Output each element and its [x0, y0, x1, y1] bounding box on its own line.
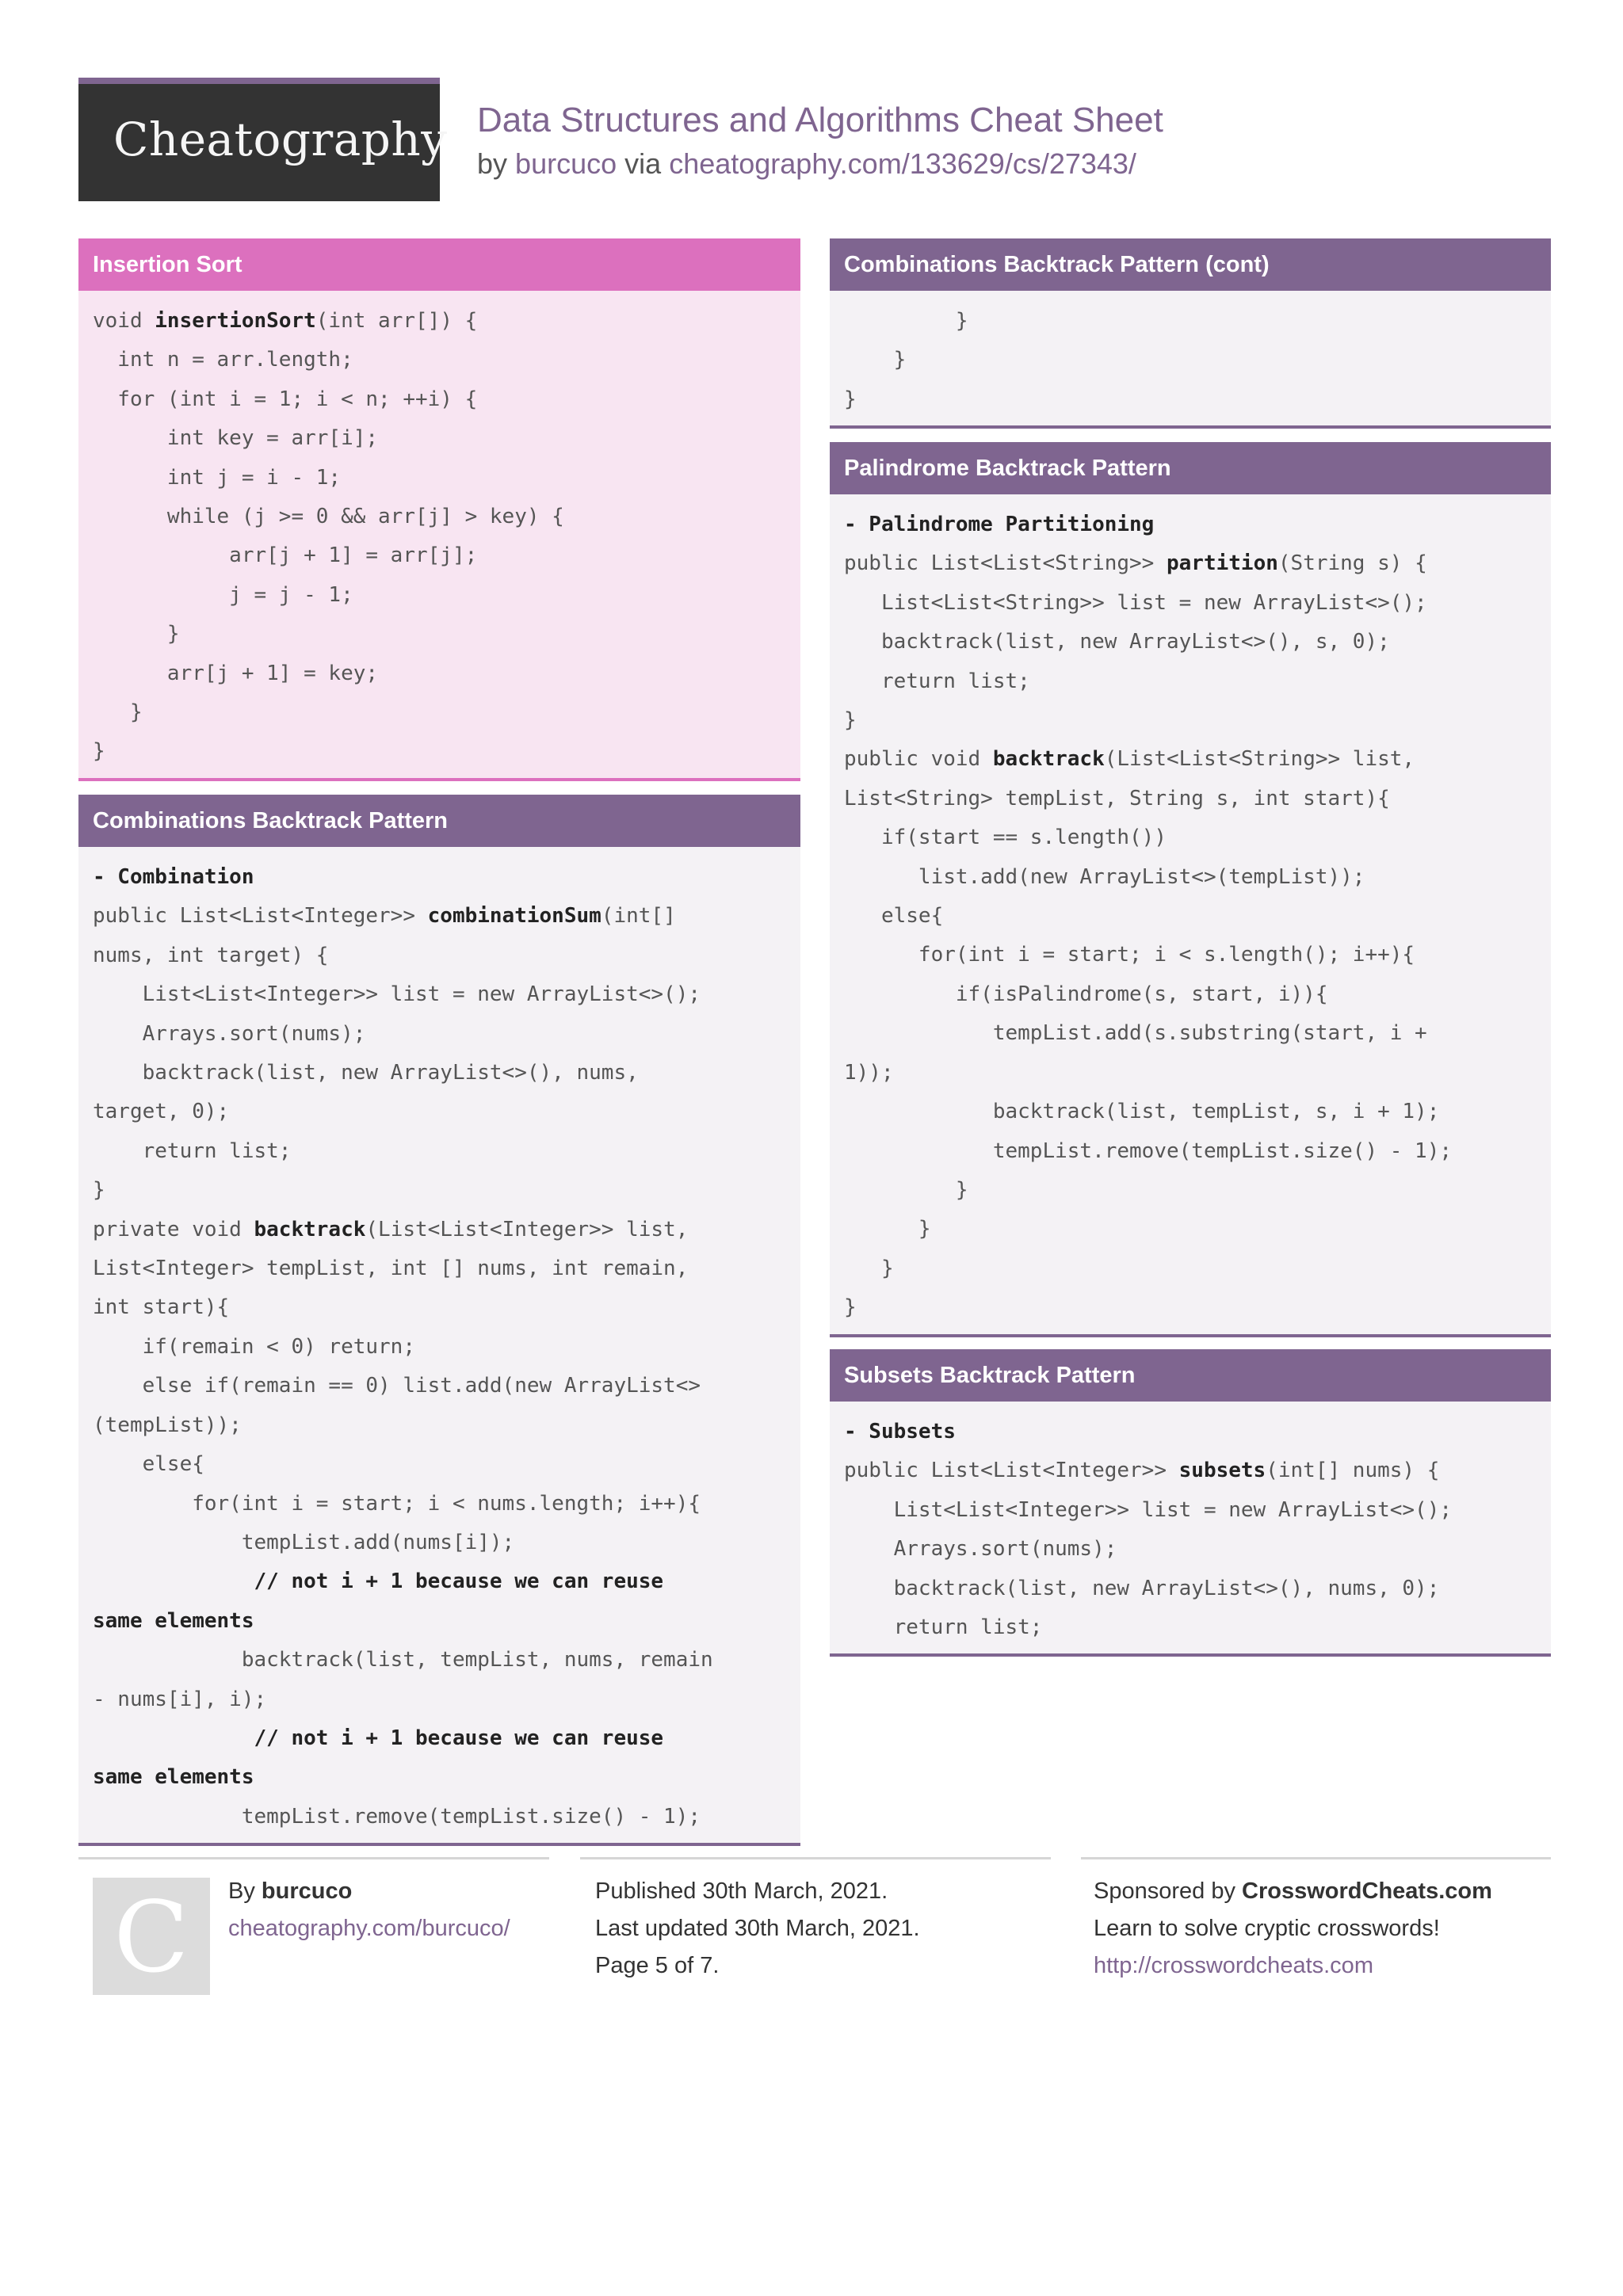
code-line: int j = i - 1;: [93, 465, 342, 490]
code-line: }: [93, 739, 105, 764]
insertion-sort-block: [78, 238, 800, 781]
sponsor-link[interactable]: http://crosswordcheats.com: [1094, 1953, 1373, 1978]
code-line: int n = arr.length;: [93, 348, 353, 372]
page-number: Page 5 of 7.: [595, 1953, 720, 1978]
combinations-cont-block: [830, 238, 1551, 429]
code-line: nums, int target) {: [93, 943, 329, 967]
code-line: }: [844, 309, 968, 333]
footer-divider: [580, 1857, 1051, 1859]
code-snippet: [844, 1413, 1537, 1647]
block-title: Palindrome Backtrack Pattern: [830, 442, 1551, 494]
code-line: tempList.add(nums[i]);: [93, 1530, 515, 1554]
logo-text: Cheatography: [113, 113, 448, 166]
author-avatar[interactable]: [93, 1878, 210, 1995]
code-line: - nums[i], i);: [93, 1687, 267, 1711]
code-line: backtrack(list, tempList, s, i + 1);: [844, 1100, 1440, 1124]
code-line: }: [93, 622, 180, 646]
code-line: return list;: [93, 1138, 292, 1163]
code-line: - Subsets: [844, 1420, 956, 1444]
published-date: Published 30th March, 2021.: [595, 1878, 888, 1904]
cheatography-logo[interactable]: [78, 78, 448, 201]
code-line: list.add(new ArrayList<>(tempList));: [844, 864, 1365, 889]
sheet-title: Data Structures and Algorithms Cheat Sheet: [477, 101, 1163, 139]
code-line: arr[j + 1] = arr[j];: [93, 543, 478, 568]
code-line: private void backtrack(List<List<Integer>> list,: [93, 1217, 689, 1241]
code-line: // not i + 1 because we can reuse: [254, 1569, 664, 1594]
code-line: backtrack(list, new ArrayList<>(), nums, 0);: [844, 1576, 1440, 1600]
code-line: tempList.remove(tempList.size() - 1);: [844, 1138, 1453, 1163]
code-snippet: [844, 302, 1537, 419]
block-title: Combinations Backtrack Pattern: [78, 795, 800, 847]
code-line: for(int i = start; i < nums.length; i++){: [93, 1491, 701, 1516]
code-line: }: [844, 708, 857, 733]
code-line: List<List<Integer>> list = new ArrayList<>();: [844, 1497, 1453, 1522]
code-line: - Combination: [93, 865, 254, 889]
code-line: same elements: [93, 1608, 254, 1633]
footer-divider: [1081, 1857, 1551, 1859]
code-line: - Palindrome Partitioning: [844, 513, 1155, 536]
sheet-byline: [477, 147, 1136, 181]
code-line: if(remain < 0) return;: [93, 1334, 415, 1359]
code-line: public List<List<String>> partition(String s) {: [844, 551, 1427, 576]
code-line: target, 0);: [93, 1100, 230, 1124]
sponsor-name[interactable]: CrosswordCheats.com: [1242, 1878, 1492, 1904]
code-line: }: [93, 700, 143, 725]
code-line: Arrays.sort(nums);: [844, 1537, 1117, 1562]
code-line: backtrack(list, new ArrayList<>(), nums,: [93, 1061, 639, 1085]
block-title: Combinations Backtrack Pattern (cont): [830, 238, 1551, 291]
footer-by: By: [228, 1878, 255, 1904]
code-line: tempList.add(s.substring(start, i +: [844, 1021, 1427, 1046]
code-line: for(int i = start; i < s.length(); i++){: [844, 943, 1415, 967]
code-line: else if(remain == 0) list.add(new ArrayList<>: [93, 1374, 701, 1398]
code-line: else{: [844, 904, 944, 929]
sponsor-tagline: Learn to solve cryptic crosswords!: [1094, 1916, 1440, 1941]
code-line: int key = arr[i];: [93, 426, 379, 451]
code-line: return list;: [844, 669, 1030, 693]
code-line: same elements: [93, 1765, 254, 1790]
code-line: }: [844, 348, 907, 372]
block-title: Subsets Backtrack Pattern: [830, 1349, 1551, 1402]
code-snippet: [93, 302, 786, 772]
footer-author: [228, 1873, 510, 1947]
code-line: // not i + 1 because we can reuse: [254, 1726, 664, 1750]
code-snippet: [844, 505, 1537, 1328]
code-line: while (j >= 0 && arr[j] > key) {: [93, 505, 564, 529]
code-line: return list;: [844, 1615, 1043, 1640]
subsets-block: [830, 1349, 1551, 1657]
sheet-url-link[interactable]: cheatography.com/133629/cs/27343/: [669, 147, 1136, 180]
byline-by: by: [477, 147, 508, 180]
combinations-block: [78, 795, 800, 1846]
code-line: }: [844, 1217, 931, 1241]
code-line: 1));: [844, 1060, 894, 1085]
code-line: void insertionSort(int arr[]) {: [93, 309, 478, 333]
code-line: }: [844, 1295, 857, 1320]
sponsored-by-label: Sponsored by: [1094, 1878, 1235, 1904]
code-line: Arrays.sort(nums);: [93, 1021, 366, 1046]
code-line: List<List<String>> list = new ArrayList<>();: [844, 590, 1427, 615]
code-line: public void backtrack(List<List<String>> list,: [844, 747, 1415, 772]
footer-sponsor: [1094, 1873, 1492, 1985]
code-line: backtrack(list, new ArrayList<>(), s, 0);: [844, 630, 1390, 654]
code-line: public List<List<Integer>> combinationSum(int[]: [93, 904, 676, 929]
code-line: }: [844, 1177, 968, 1202]
code-line: tempList.remove(tempList.size() - 1);: [93, 1804, 701, 1829]
code-line: int start){: [93, 1295, 230, 1320]
code-line: List<String> tempList, String s, int start){: [844, 786, 1390, 810]
code-line: else{: [93, 1452, 204, 1477]
footer-author-name[interactable]: burcuco: [261, 1878, 353, 1904]
code-line: if(isPalindrome(s, start, i)){: [844, 982, 1328, 1006]
footer-author-link[interactable]: cheatography.com/burcuco/: [228, 1916, 510, 1941]
block-title: Insertion Sort: [78, 238, 800, 291]
code-line: }: [844, 387, 857, 411]
footer-divider: [78, 1857, 549, 1859]
code-line: }: [844, 1256, 894, 1280]
code-line: List<Integer> tempList, int [] nums, int remain,: [93, 1257, 689, 1281]
footer-publish-info: [595, 1873, 920, 1985]
code-line: public List<List<Integer>> subsets(int[] nums) {: [844, 1459, 1440, 1483]
code-line: if(start == s.length()): [844, 826, 1167, 850]
updated-date: Last updated 30th March, 2021.: [595, 1916, 920, 1941]
avatar-letter: C: [113, 1881, 189, 1995]
byline-via: via: [624, 147, 662, 180]
code-snippet: [93, 858, 786, 1836]
code-line: backtrack(list, tempList, nums, remain: [93, 1648, 713, 1672]
palindrome-block: [830, 442, 1551, 1337]
code-line: List<List<Integer>> list = new ArrayList<>();: [93, 982, 701, 1007]
code-line: arr[j + 1] = key;: [93, 661, 379, 685]
code-line: j = j - 1;: [93, 582, 353, 607]
code-line: }: [93, 1178, 105, 1203]
code-line: (tempList));: [93, 1413, 242, 1437]
author-link[interactable]: burcuco: [515, 147, 617, 180]
code-line: for (int i = 1; i < n; ++i) {: [93, 387, 478, 411]
